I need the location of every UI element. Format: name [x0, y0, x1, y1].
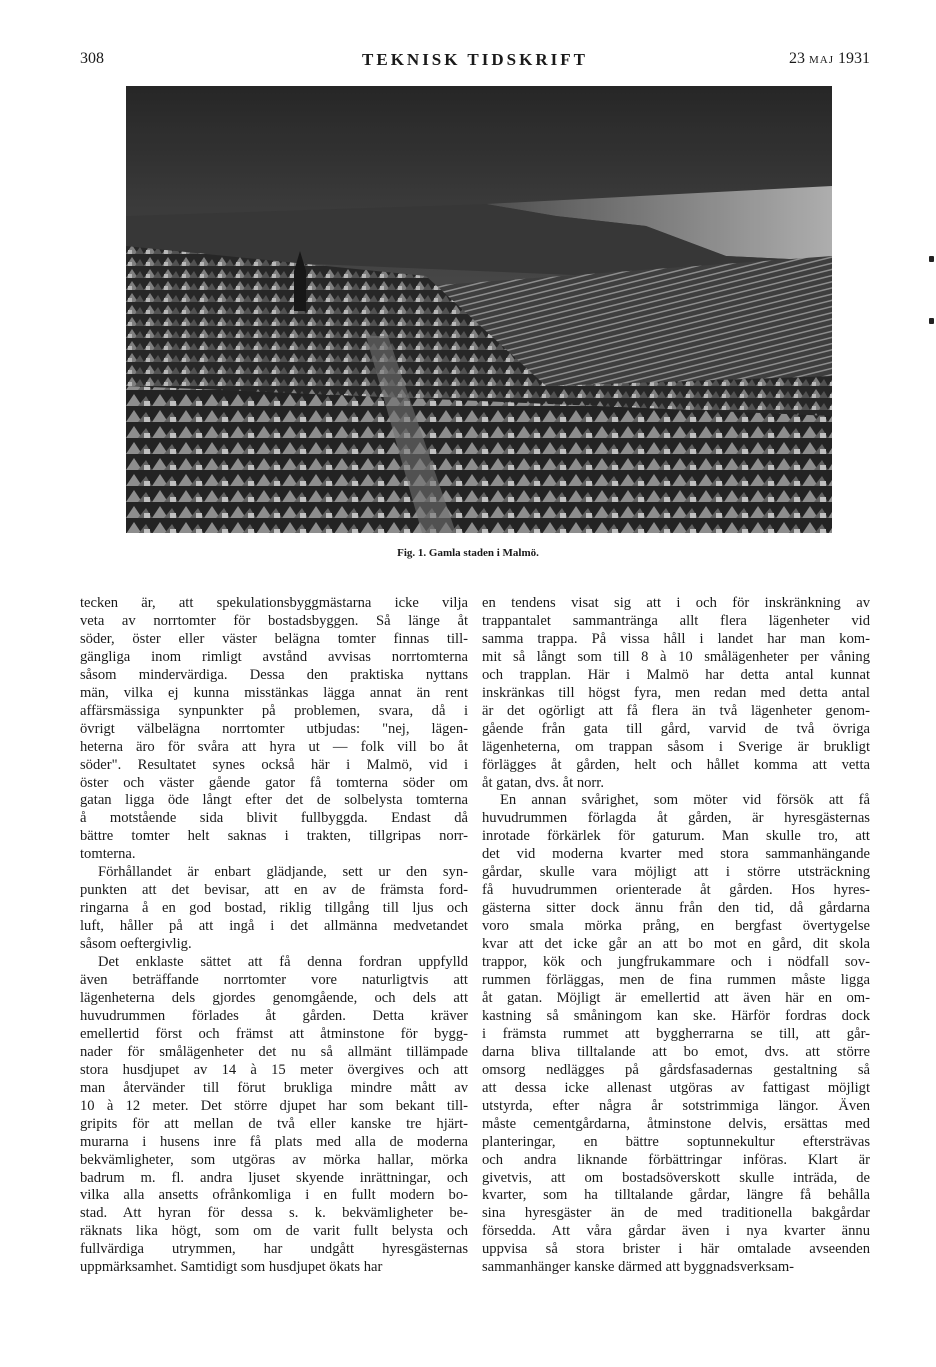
text-line: såsom oeftergivlig.: [80, 936, 192, 953]
margin-mark: [929, 256, 934, 262]
text-line: utstyrda, efter några år sotstrimmiga längor. Även: [482, 1097, 870, 1114]
text-line: Förhållandet är enbart glädjande, sett ur den syn-: [98, 864, 468, 881]
journal-title: TEKNISK TIDSKRIFT: [362, 50, 588, 69]
text-line: män, vilka ej kunna misstänkas lägga annat än rent: [80, 684, 468, 701]
right-column: [482, 595, 870, 1277]
text-line: kastning så småningom kan ske. Härför fordras dock: [482, 1007, 870, 1024]
text-line: ringarna å en god bostad, riklig tillgång till ljus och: [80, 900, 468, 917]
text-line: kvar att det icke går an att bo mot en gård, dit skola: [482, 936, 870, 953]
text-line: övrigt välbelägna norrtomter utbjudas: "nej, lägen-: [80, 720, 468, 737]
text-line: man återvänder till förut brukliga mindre mått av: [80, 1079, 468, 1096]
text-line: gripits för att mellan de två eller kanske tre hjärt-: [80, 1115, 468, 1132]
text-line: mit så långt som till 8 à 10 smålägenheter per våning: [482, 648, 870, 665]
text-line: stora husdjupet av 14 à 15 meter övergives och att: [80, 1061, 468, 1078]
text-line: Det enklaste sättet att få denna fordran uppfylld: [98, 954, 468, 971]
text-line: rummen förläggas, men de fina rummen måste ligga: [482, 972, 870, 989]
text-line: samma trappa. På vissa håll i landet har man kom-: [482, 630, 870, 647]
text-line: bättre tomter helt saknas i trakten, tillgripas norr-: [80, 828, 468, 845]
text-line: söder". Resultatet synes också här i Malmö, vid i: [80, 756, 468, 773]
text-line: försedda. Att våra gårdar även i nya kvarter ännu: [482, 1223, 870, 1240]
text-line: åt gatan, dvs. åt norr.: [482, 774, 604, 791]
text-line: är det ogörligt att få flera än två lägenheter genom-: [482, 702, 870, 719]
text-line: omsorg nedlägges på gårdsfasadernas gestaltning så: [482, 1061, 870, 1078]
text-line: 10 à 12 meter. Det större djupet har som bekant till-: [80, 1097, 468, 1114]
text-line: trappor, kök och jungfrukammare och i nödfall sov-: [482, 954, 870, 971]
text-line: förlägges åt gården, helt och hållet komma att vetta: [482, 756, 870, 773]
text-line: i främsta rummet att byggherrarna se till, att går-: [482, 1025, 870, 1042]
text-line: gårdar, skulle vara möjligt att i större utsträckning: [482, 864, 870, 881]
text-line: givetvis, att om bostadsöverskott skulle inträda, de: [482, 1169, 870, 1186]
text-line: inrotade förkärlek för gaturum. Man skulle tro, att: [482, 828, 870, 845]
issue-date-day: 23: [788, 50, 805, 67]
text-line: lägenheterna, om trappan såsom i Sverige är brukligt: [482, 738, 870, 755]
text-line: bekvämligheter, som utgöras av mörka hallar, mörka: [80, 1151, 468, 1168]
text-line: tomterna.: [80, 846, 136, 863]
text-line: emellertid först och främst att åtminstone för bygg-: [80, 1025, 468, 1042]
text-line: öster och väster gående gator få tomterna söder om: [80, 774, 468, 791]
text-line: att dessa icke allenast utgöras av fattigast möjligt: [482, 1079, 870, 1096]
text-line: gående från gata till gård, varvid de två övriga: [482, 720, 870, 737]
text-line: sammanhänger kanske därmed att byggnadsverksam-: [482, 1259, 795, 1276]
figure-caption: Fig. 1. Gamla staden i Malmö.: [397, 547, 539, 559]
text-line: även beträffande norrtomter vore naturligtvis att: [80, 972, 468, 989]
text-line: gatan ligga öde långt efter det de solbelysta tomterna: [80, 792, 468, 809]
text-line: affärsmässiga synpunkter på problemen, svara, då i: [80, 702, 468, 719]
text-line: luft, håller på att ingå i det allmänna medvetandet: [80, 918, 468, 935]
text-line: trappantalet sammantränga allt flera lägenheter vid: [482, 612, 870, 629]
text-line: En annan svårighet, som möter vid försök att få: [500, 792, 870, 809]
text-line: inskränkas till högst fyra, men redan med detta antal: [482, 684, 870, 701]
text-line: heterna äro för svåra att hyra ut — folk vill bo åt: [80, 738, 468, 755]
text-line: voro smala mörka prång, en bergfast övertygelse: [482, 918, 870, 935]
text-line: och andra liknande förbättringar införas. Klart är: [482, 1151, 870, 1168]
text-line: en tendens visat sig att i och för inskränkning av: [482, 595, 870, 611]
margin-mark: [929, 318, 934, 324]
text-line: murarna i husens inre få plats med alla de moderna: [80, 1133, 468, 1150]
paragraph: [80, 954, 468, 1277]
aerial-photo: [126, 86, 832, 533]
text-line: uppvisa så stora brister i här omtalade avseenden: [482, 1241, 870, 1258]
text-line: planteringar, en bättre soptunnekultur eftersträvas: [482, 1133, 870, 1150]
text-line: räknats lika högt, som om de varit fullt belysta och: [80, 1223, 468, 1240]
text-line: måste cementgårdarna, åtminstone delvis, ersättas med: [482, 1115, 870, 1132]
text-line: darna bliva tilltalande att bo emot, dvs. att större: [482, 1043, 870, 1060]
aerial-photo-illustration: [126, 86, 832, 533]
text-line: sina hyresgäster än de med traditionella bakgårdar: [482, 1205, 870, 1222]
running-header: [80, 50, 870, 72]
text-line: kvarter, som ha tilltalande gårdar, längre få behålla: [482, 1187, 870, 1204]
text-line: badrum m. fl. andra ljuset skyende inrättningar, och: [80, 1169, 468, 1186]
issue-date-month: MAJ: [808, 54, 834, 66]
paragraph: [482, 792, 870, 1277]
text-line: gängliga inom rimligt avstånd avvisas norrtomterna: [80, 648, 468, 665]
paragraph: [482, 595, 870, 792]
text-line: det vid moderna kvarter med stora sammanhängande: [482, 846, 870, 863]
left-column: [80, 595, 468, 1277]
text-line: tecken är, att spekulationsbyggmästarna icke vilja: [80, 595, 468, 611]
paragraph: [80, 864, 468, 954]
text-line: huvudrummen förlagda åt gården, är hyresgästernas: [482, 810, 870, 827]
text-line: åt gatan. Möjligt är emellertid att även här en om-: [482, 989, 870, 1006]
text-line: nader för smålägenheter det nu så allmänt tillämpade: [80, 1043, 468, 1060]
text-line: stad. Att hyran för dessa s. k. bekvämligheter be-: [80, 1205, 468, 1222]
text-line: å motstående sida blivit fullbyggda. Endast då: [80, 810, 468, 827]
text-line: vilka alla ansetts ofrånkomliga i en fullt modern bo-: [80, 1187, 468, 1204]
text-line: söder, öster eller väster belägna tomter finnas till-: [80, 630, 468, 647]
text-line: gästerna sitter dock ännu från den tid, då gårdarna: [482, 900, 870, 917]
text-line: och trapplan. Här i Malmö har detta antal kunnat: [482, 666, 870, 683]
text-line: såsom mindervärdiga. Dessa den praktiska nyttans: [80, 666, 468, 683]
issue-date-year: 1931: [838, 50, 870, 67]
text-line: huvudrummen förlades åt gården. Detta kräver: [80, 1007, 468, 1024]
page-number: 308: [80, 50, 104, 67]
text-line: uppmärksamhet. Samtidigt som husdjupet ökats har: [80, 1259, 383, 1276]
text-line: få huvudrummen orienterade åt gården. Hos hyres-: [482, 882, 870, 899]
text-line: veta av norrtomter för bostadsbyggen. Så länge åt: [80, 612, 468, 629]
text-line: lägenheterna dels gjordes genomgående, och dels att: [80, 989, 468, 1006]
issue-date: [789, 50, 870, 68]
text-line: punkten att det bevisar, att en av de främsta ford-: [80, 882, 468, 899]
paragraph: [80, 595, 468, 864]
text-line: fullvärdiga utrymmen, har undgått hyresgästernas: [80, 1241, 468, 1258]
